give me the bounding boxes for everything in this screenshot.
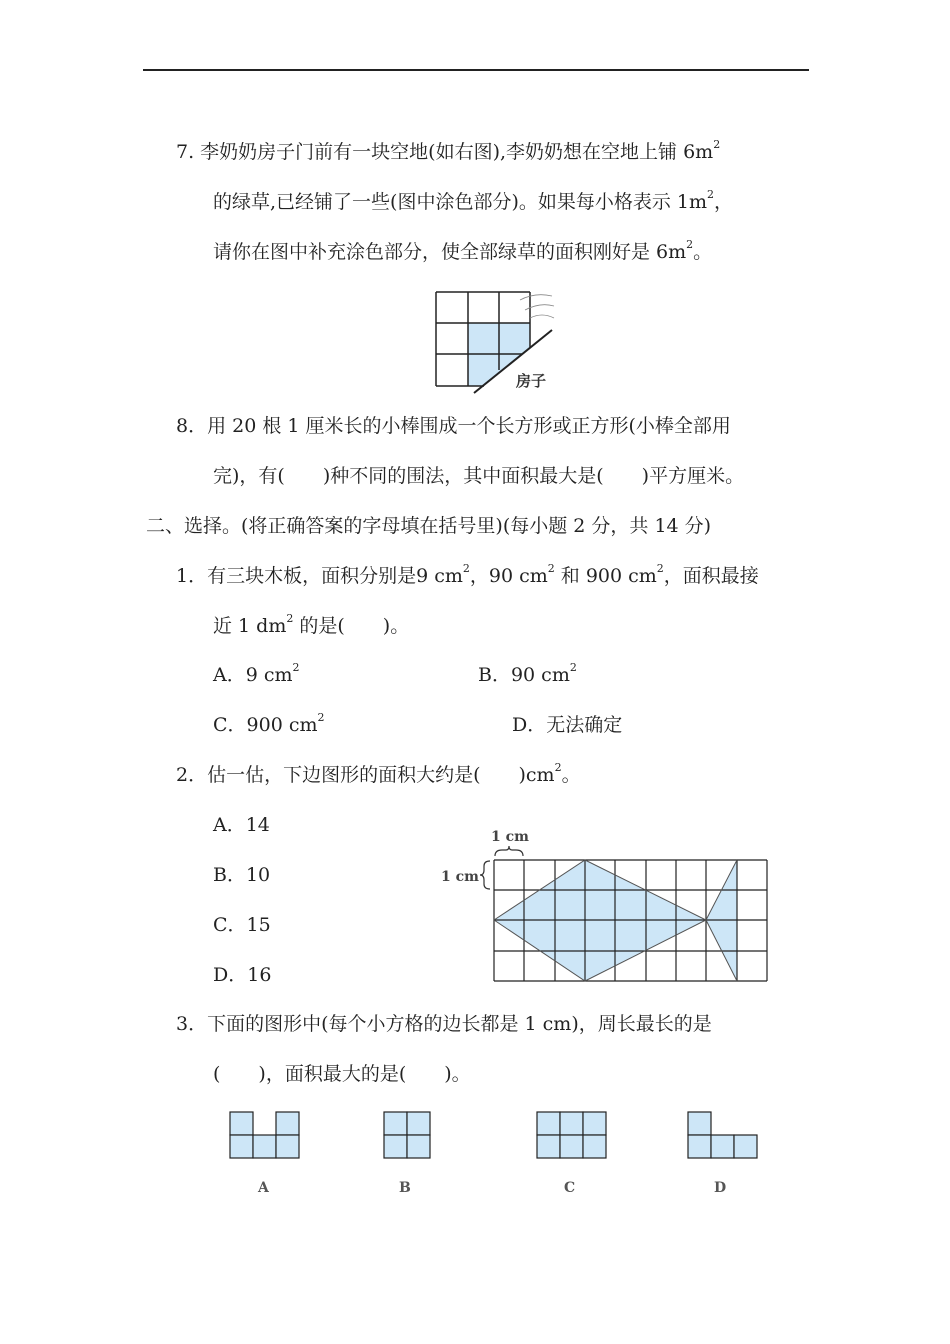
q7-line-2: 的绿草,已经铺了一些(图中涂色部分)。如果每小格表示 $1m^2$， bbox=[213, 188, 734, 213]
c2-option-b: B．10 bbox=[213, 864, 271, 886]
c3-line-1: 3．下面的图形中(每个小方格的边长都是 1 cm)，周长最长的是 bbox=[176, 1013, 712, 1035]
shape-b bbox=[384, 1112, 430, 1158]
shape-label-d: D bbox=[714, 1180, 727, 1196]
header-rule bbox=[143, 69, 809, 71]
c1-option-a: A．9 $cm^2$ bbox=[213, 661, 300, 686]
c1-line-1: 1．有三块木板，面积分别是9 $cm^2$，90 $cm^2$ 和 900 $cm^2$，面积最接 bbox=[176, 562, 759, 587]
q8-line-2: 完)，有( )种不同的围法，其中面积最大是( )平方厘米。 bbox=[213, 465, 745, 487]
shape-label-a: A bbox=[258, 1180, 269, 1196]
shape-a bbox=[230, 1112, 299, 1158]
shape-d bbox=[688, 1112, 757, 1158]
top-brace bbox=[495, 846, 523, 856]
c2-option-d: D．16 bbox=[213, 964, 272, 986]
q7-line-1: 7. 李奶奶房子门前有一块空地(如右图),李奶奶想在空地上铺 $6m^2$ bbox=[176, 138, 721, 163]
fish-grid bbox=[494, 860, 767, 981]
c1-option-c: C．900 $cm^2$ bbox=[213, 711, 325, 736]
q7-grid-figure bbox=[430, 290, 560, 396]
q7-line-3: 请你在图中补充涂色部分，使全部绿草的面积刚好是 $6m^2$。 bbox=[213, 238, 713, 263]
section-2-title: 二、选择。(将正确答案的字母填在括号里)(每小题 2 分，共 14 分) bbox=[146, 515, 712, 537]
q8-line-1: 8．用 20 根 1 厘米长的小棒围成一个长方形或正方形(小棒全部用 bbox=[176, 415, 731, 437]
shape-label-b: B bbox=[399, 1180, 411, 1196]
shape-label-c: C bbox=[564, 1180, 576, 1196]
c2-stem: 2．估一估，下边图形的面积大约是( )$cm^2$。 bbox=[176, 761, 581, 786]
c2-option-a: A．14 bbox=[213, 814, 270, 836]
c1-option-d: D．无法确定 bbox=[512, 714, 623, 736]
c3-line-2: ( )，面积最大的是( )。 bbox=[213, 1063, 471, 1085]
left-brace bbox=[480, 861, 490, 889]
c3-shapes bbox=[225, 1105, 765, 1200]
scale-label-left: 1 cm bbox=[441, 869, 479, 885]
c1-line-2: 近 1 $dm^2$ 的是( )。 bbox=[213, 612, 410, 637]
c1-option-b: B．90 $cm^2$ bbox=[478, 661, 577, 686]
shape-c bbox=[537, 1112, 606, 1158]
fish-figure bbox=[436, 822, 776, 988]
c2-option-c: C．15 bbox=[213, 914, 271, 936]
house-label: 房子 bbox=[516, 372, 547, 390]
scale-label-top: 1 cm bbox=[491, 829, 529, 845]
